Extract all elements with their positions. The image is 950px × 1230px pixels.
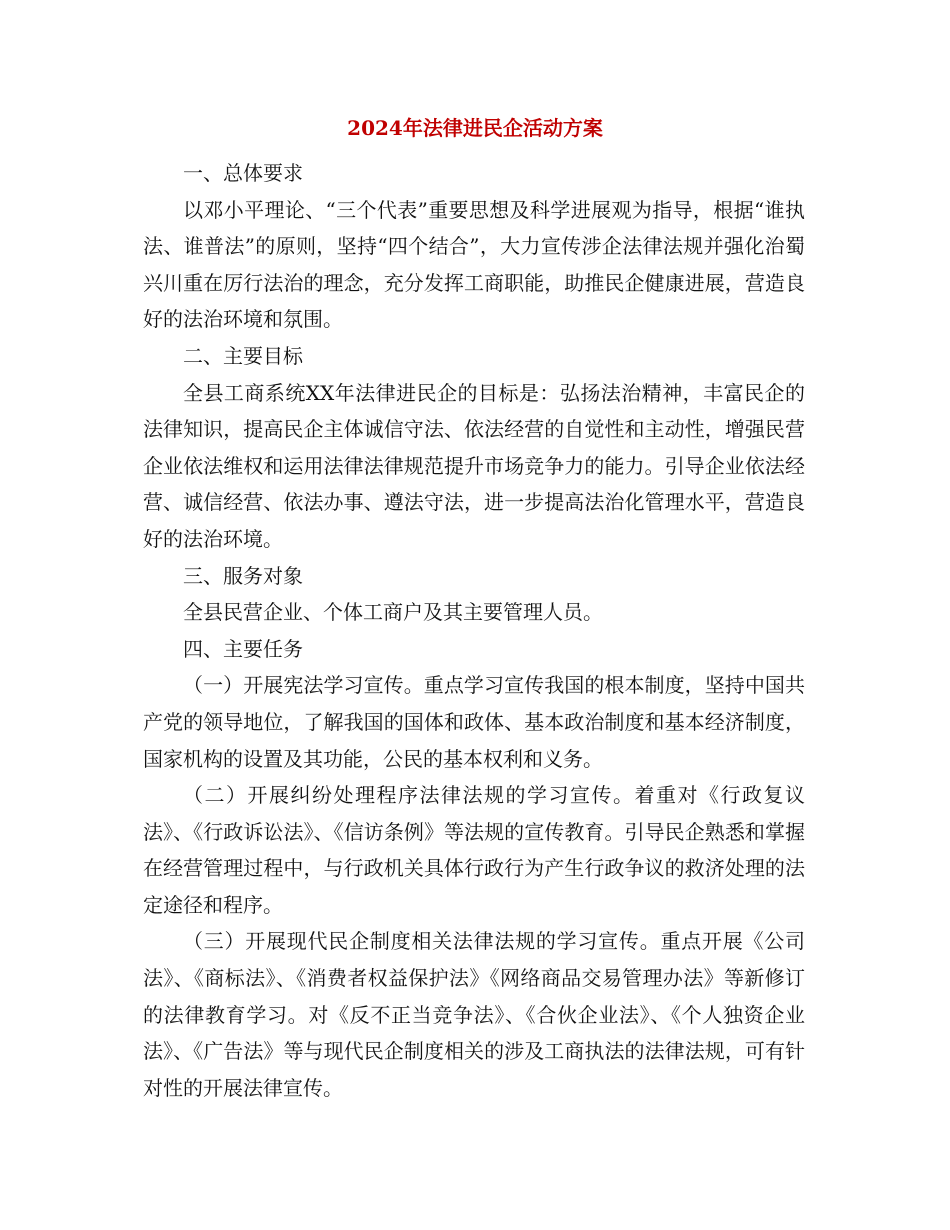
paragraph-task-dispute-procedures: （二）开展纠纷处理程序法律法规的学习宣传。着重对《行政复议法》、《行政诉讼法》、《信访条例》等法规的宣传教育。引导民企熟悉和掌握在经营管理过程中，与行政机关具体行政行为产生行政争议的救济处理的法定途径和程序。 bbox=[143, 783, 805, 917]
paragraph-main-goals: 全县工商系统XX年法律进民企的目标是：弘扬法治精神，丰富民企的法律知识，提高民企主体诚信守法、依法经营的自觉性和主动性，增强民营企业依法维权和运用法律法律规范提升市场竞争力的能力。引导企业依法经营、诚信经营、依法办事、遵法守法，进一步提高法治化管理水平，营造良好的法治环境。 bbox=[143, 380, 805, 551]
document-title: 2024年法律进民企活动方案 bbox=[347, 116, 603, 140]
paragraph-task-constitution: （一）开展宪法学习宣传。重点学习宣传我国的根本制度，坚持中国共产党的领导地位，了解我国的国体和政体、基本政治制度和基本经济制度，国家机构的设置及其功能，公民的基本权利和义务。 bbox=[143, 673, 805, 771]
section-heading-service-targets: 三、服务对象 bbox=[183, 563, 303, 588]
section-heading-main-goals: 二、主要目标 bbox=[183, 343, 303, 368]
paragraph-service-targets: 全县民营企业、个体工商户及其主要管理人员。 bbox=[183, 600, 603, 625]
document-body bbox=[143, 155, 805, 1106]
paragraph-task-modern-enterprise: （三）开展现代民企制度相关法律法规的学习宣传。重点开展《公司法》、《商标法》、《消费者权益保护法》《网络商品交易管理办法》等新修订的法律教育学习。对《反不正当竞争法》、《合伙企业法》、《个人独资企业法》、《广告法》等与现代民企制度相关的涉及工商执法的法律法规，可有针对性的开展法律宣传。 bbox=[143, 929, 805, 1100]
section-heading-main-tasks: 四、主要任务 bbox=[183, 636, 303, 661]
section-heading-overall-requirements: 一、总体要求 bbox=[183, 161, 303, 185]
paragraph-overall-requirements: 以邓小平理论、“三个代表”重要思想及科学进展观为指导，根据“谁执法、谁普法”的原则，坚持“四个结合”，大力宣传涉企法律法规并强化治蜀兴川重在厉行法治的理念，充分发挥工商职能，助推民企健康进展，营造良好的法治环境和氛围。 bbox=[143, 197, 805, 332]
